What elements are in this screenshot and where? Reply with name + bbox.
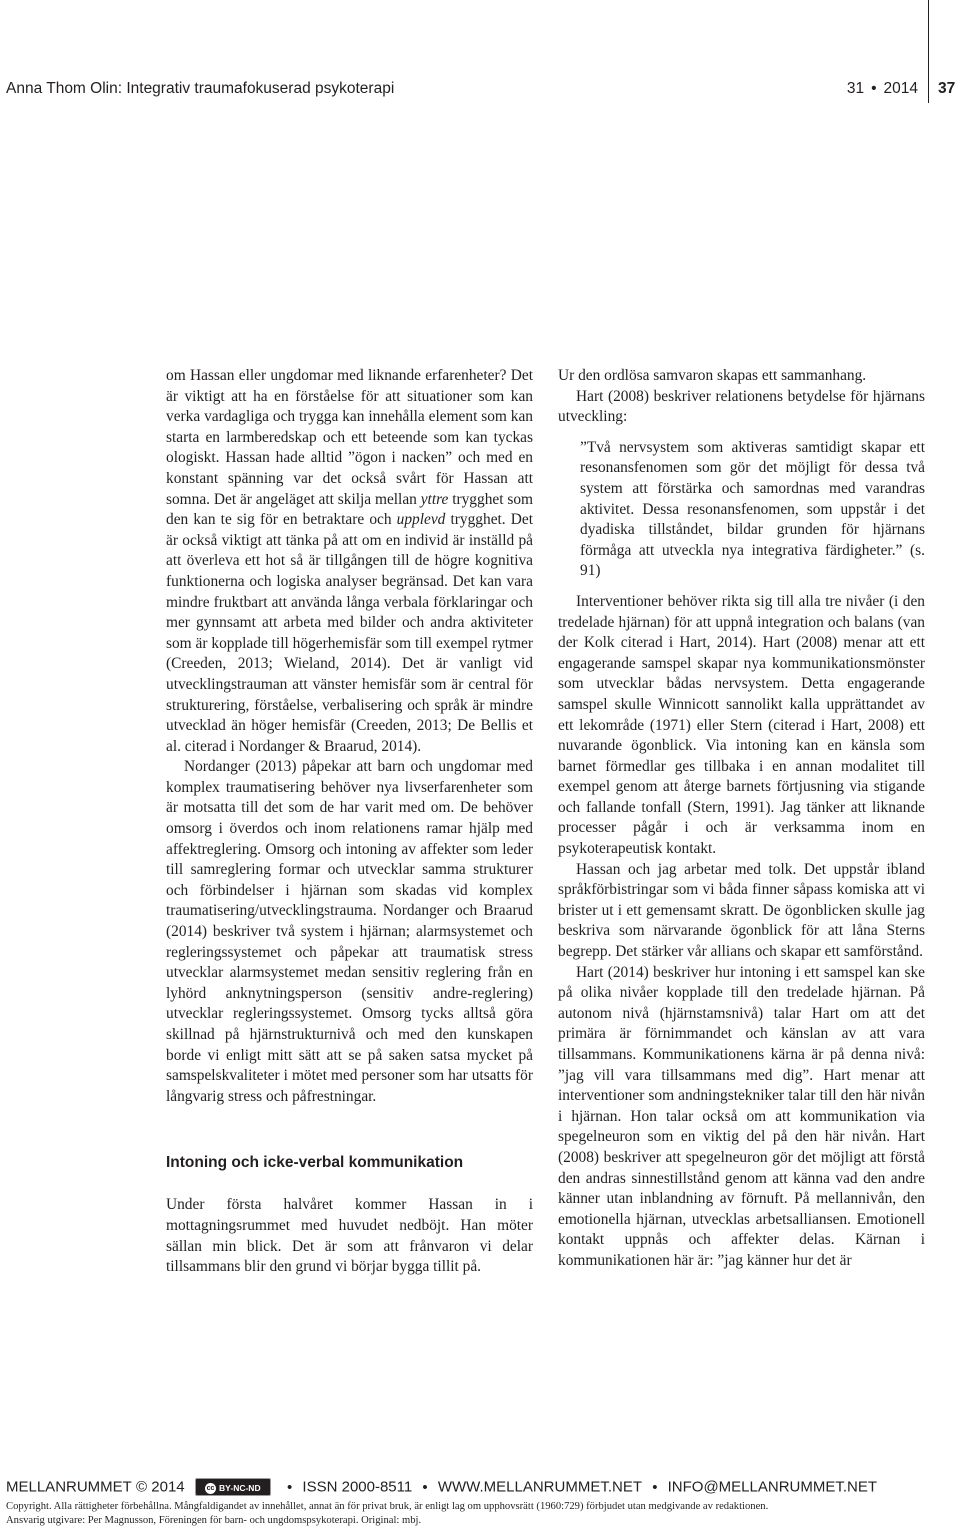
copyright-notice (6, 1500, 946, 1527)
left-paragraph-3: Under första halvåret kommer Hassan in i mottagningsrummet med huvudet nedböjt. Han möter sällan min blick. Det är som att frånvaron vi delar tillsammans blir den grund vi börjar bygga tillit på. (166, 1196, 533, 1276)
footer-bar (6, 1478, 936, 1496)
footer-email-link[interactable]: INFO@MELLANRUMMET.NET (667, 1478, 878, 1496)
footer-website-link[interactable]: WWW.MELLANRUMMET.NET (437, 1478, 643, 1496)
issue-year: 2014 (883, 80, 918, 97)
left-paragraph-1-text-a: om Hassan eller ungdomar med liknande erfarenheter? Det är viktigt att ha en förståelse för att situationer som kan verka vardagliga och trygga kan innehålla element som kan starta en larmberedskap och ett beteende som kan tyckas ologiskt. Hassan hade alltid ”ögon i nacken” och med en konstant spänning var det också svårt för Hassan att somna. Det är angeläget att skilja mellan (166, 367, 533, 508)
page-number: 37 (938, 80, 956, 97)
left-paragraph-1-text-b: trygghet som den kan te sig för en betraktare och (166, 490, 534, 529)
cc-license-label: BY-NC-ND (219, 1482, 261, 1493)
footer-year: 2014 (151, 1478, 185, 1496)
emphasis-upplevd: upplevd (396, 511, 446, 529)
running-header-title: Anna Thom Olin: Integrativ traumafokuserad psykoterapi (6, 80, 395, 97)
section-heading: Intoning och icke-verbal kommunikation (166, 1154, 464, 1172)
copyright-icon: © (136, 1478, 148, 1496)
issue-info (847, 80, 918, 98)
footer-magazine-name: MELLANRUMMET (6, 1478, 132, 1496)
footer-issn: ISSN 2000-8511 (302, 1478, 413, 1496)
emphasis-yttre: yttre (420, 490, 449, 508)
right-paragraph-4: Hassan och jag arbetar med tolk. Det uppstår ibland språkförbistringar som vi båda finner såpass komiska att vi brister ut i ett gemensamt skratt. De ögonblicken skulle jag beskriva som närvarande ögonblick för att låna Sterns begrepp. Det stärker vår allians och skapar ett samförstånd. (558, 860, 925, 961)
cc-icon: cc (206, 1485, 215, 1493)
right-paragraph-2: Hart (2008) beskriver relationens betydelse för hjärnans utveckling: (558, 387, 925, 426)
issue-number: 31 (846, 80, 865, 97)
footer-separator: • (422, 1478, 428, 1496)
block-quote: ”Två nervsystem som aktiveras samtidigt skapar ett resonansfenomen som gör det möjligt för dessa två system att förstärka och samordnas med varandras aktivitet. Dessa resonansfenomen, som uppstår i det dyadiska tillståndet, bildar grunden för hjärnans förmåga att utveckla nya integrativa färdigheter.” (s. 91) (580, 438, 925, 580)
header-divider (928, 0, 929, 103)
issue-separator: • (871, 80, 877, 97)
right-column (558, 366, 925, 1272)
right-paragraph-5: Hart (2014) beskriver hur intoning i ett samspel kan ske på olika nivåer kopplade till den tredelade hjärnan. På autonom nivå (hjärnstamsnivå) talar Hart om att det primära är förnimmandet och känslan av att vara tillsammans. Kommunikationens kärna är på denna nivå: ”jag vill vara tillsammans med dig”. Hart menar att interventioner som andningstekniker talar till den här nivån i hjärnan. Hon talar också om att kommunikation via spegelneuron som en viktig del på den här nivån. Hart (2008) beskriver att spegelneuron gör det möjligt att förstå den andras sinnestillstånd genom att känna vad den andre känner utan inblandning av förnuft. På mellannivån, den emotionella hjärnan, utvecklas arbetsalliansen. Emotionell kontakt uppnås och affekter delas. Kärnan i kommunikationen här är: ”jag känner hur det är (558, 963, 925, 1269)
publisher-text: Ansvarig utgivare: Per Magnusson, Föreningen för barn- och ungdomspsykoterapi. Original: mbj. (6, 1514, 422, 1526)
copyright-text: Copyright. Alla rättigheter förbehållna. Mångfaldigandet av innehållet, annat än för privat bruk, är enligt lag om upphovsrätt (1960:729) förbjudet utan medgivande av redaktionen. (6, 1501, 769, 1512)
right-paragraph-3: Interventioner behöver rikta sig till alla tre nivåer (i den tredelade hjärnan) för att uppnå integration och balans (van der Kolk citerad i Hart, 2014). Hart (2008) menar att ett engagerande samspel skapar nya kommunikationsmönster som utvecklar bådas nervsystem. Detta engagerande samspel skulle Winnicott sannolikt kalla upprättandet av ett lekområde (1971) eller Stern (citerad i Hart, 2008) ett nuvarande ögonblick. Via intoning kan en känsla som barnet förmedlar ges tillbaka i en annan modalitet till exempel genom att återge barnets förtjusning via stigande och fallande tonfall (Stern, 1991). Jag tänker att liknande processer pågår i och är verksamma inom en psykoterapeutisk kontakt. (558, 592, 925, 858)
left-paragraph-1-text-c: trygghet. Det är också viktigt att tänka på att om en individ är inställd på att överleva ett hot så är tillgången till de högre kognitiva funktionerna och logiska analyser begränsad. Det kan vara mindre fruktbart att använda långa verbala förklaringar och mer gynnsamt att arbeta med bilder och andra aktiviteter som är kopplade till högerhemisfär som till exempel rytmer (Creeden, 2013; Wieland, 2014). Det är vanligt vid utvecklingstrauman att vänster hemisfär som är central för strukturering, förståelse, verbalisering och språk är mindre utvecklad än höger hemisfär (Creeden, 2013; De Bellis et al. citerad i Nordanger & Braarud, 2014). (166, 511, 533, 755)
left-column (166, 366, 533, 1278)
cc-license-icon (195, 1478, 271, 1496)
left-paragraph-1 (166, 366, 533, 757)
left-paragraph-2: Nordanger (2013) påpekar att barn och ungdomar med komplex traumatisering behöver nya livserfarenheter som är motsatta till det som de har varit med om. De behöver omsorg i överdos och inom relationens ramar hjälp med affektreglering. Omsorg och intoning av affekter som leder till samreglering formar och utvecklar samma strukturer och förbindelser i hjärnan som skadas vid komplex traumatisering/utvecklingstrauma. Nordanger och Braarud (2014) beskriver två system i hjärnan; alarmsystemet och regleringssystemet och påpekar att traumatisk stress utvecklar alarmsystemet medan sensitiv reglering från en lyhörd anknytningsperson (sensitiv andre-reglering) utvecklar regleringssystemet. Omsorg tycks alltså göra skillnad på hjärnstrukturnivå och med den kunskapen borde vi enligt mitt sätt att se på saken satsa mycket på samspelskvaliteter i mötet med personer som har utsatts för långvarig stress och påfrestningar. (166, 758, 533, 1105)
right-paragraph-1: Ur den ordlösa samvaron skapas ett sammanhang. (558, 367, 867, 384)
footer-separator: • (286, 1478, 293, 1496)
footer-separator: • (652, 1478, 658, 1496)
